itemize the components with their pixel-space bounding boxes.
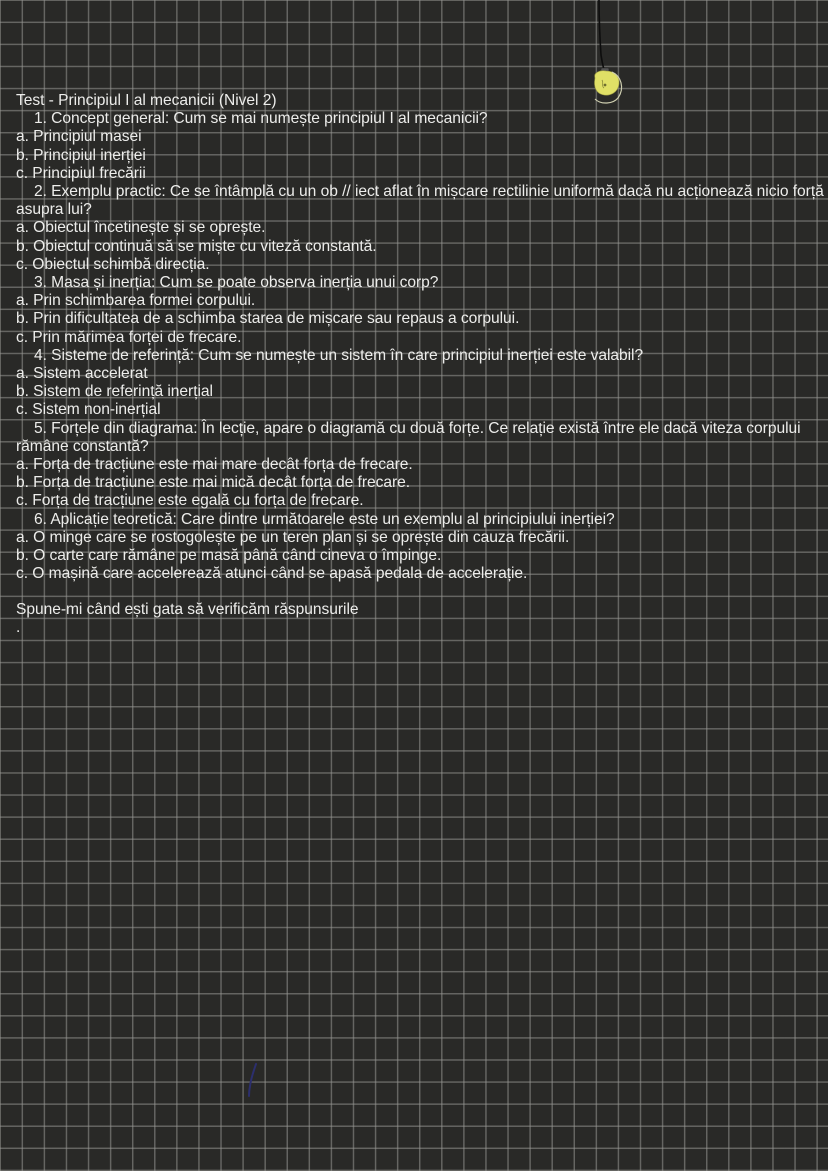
question-2-option-b: b. Obiectul continuă să se miște cu viteză constantă. <box>16 237 377 255</box>
question-1: 1. Concept general: Cum se mai numește principiul I al mecanicii? <box>34 110 488 128</box>
question-6-option-a: a. O minge care se rostogolește pe un teren plan și se oprește din cauza frecării. <box>16 528 570 546</box>
question-6-option-c: c. O mașină care accelerează atunci când se apasă pedala de accelerație. <box>16 565 528 583</box>
question-4-option-c: c. Sistem non-inerțial <box>16 401 161 419</box>
question-4: 4. Sisteme de referință: Cum se numește un sistem în care principiul inerției este valabil? <box>34 346 644 364</box>
question-1-option-a: a. Principiul masei <box>16 128 142 146</box>
closing-message: Spune-mi când ești gata să verificăm răspunsurile <box>16 601 359 619</box>
question-6-option-b: b. O carte care rămâne pe masă până când cineva o împinge. <box>16 547 442 565</box>
question-3-option-c: c. Prin mărimea forței de frecare. <box>16 328 242 346</box>
question-4-option-b: b. Sistem de referință inerțial <box>16 383 213 401</box>
question-5-option-a: a. Forța de tracțiune este mai mare decât forța de frecare. <box>16 456 413 474</box>
question-6: 6. Aplicație teoretică: Care dintre următoarele este un exemplu al principiului inerției? <box>34 510 615 528</box>
question-3-option-b: b. Prin dificultatea de a schimba starea de mișcare sau repaus a corpului. <box>16 310 520 328</box>
question-2-option-c: c. Obiectul schimbă direcția. <box>16 255 210 273</box>
question-5-option-c: c. Forța de tracțiune este egală cu forța de frecare. <box>16 492 364 510</box>
trailing-mark: . <box>16 618 21 636</box>
question-3-option-a: a. Prin schimbarea formei corpului. <box>16 292 256 310</box>
quiz-title: Test - Principiul I al mecanicii (Nivel 2) <box>16 92 277 109</box>
question-3: 3. Masa și inerția: Cum se poate observa inerția unui corp? <box>34 274 439 292</box>
question-1-option-b: b. Principiul inerției <box>16 146 146 164</box>
question-5-option-b: b. Forța de tracțiune este mai mică decât forța de frecare. <box>16 474 411 492</box>
question-1-option-c: c. Principiul frecării <box>16 164 146 182</box>
pen-stroke-mark <box>244 1060 260 1100</box>
question-4-option-a: a. Sistem accelerat <box>16 365 148 383</box>
question-2-option-a: a. Obiectul încetinește și se oprește. <box>16 219 266 237</box>
question-5: 5. Forțele din diagrama: În lecție, apare o diagramă cu două forțe. Ce relație există între ele dacă viteza corpului rămâne constantă? <box>16 419 805 455</box>
question-2: 2. Exemplu practic: Ce se întâmplă cu un ob // iect aflat în mișcare rectilinie uniformă dacă nu acționează nicio forță asupra lui? <box>16 183 828 219</box>
quiz-document <box>16 92 828 636</box>
